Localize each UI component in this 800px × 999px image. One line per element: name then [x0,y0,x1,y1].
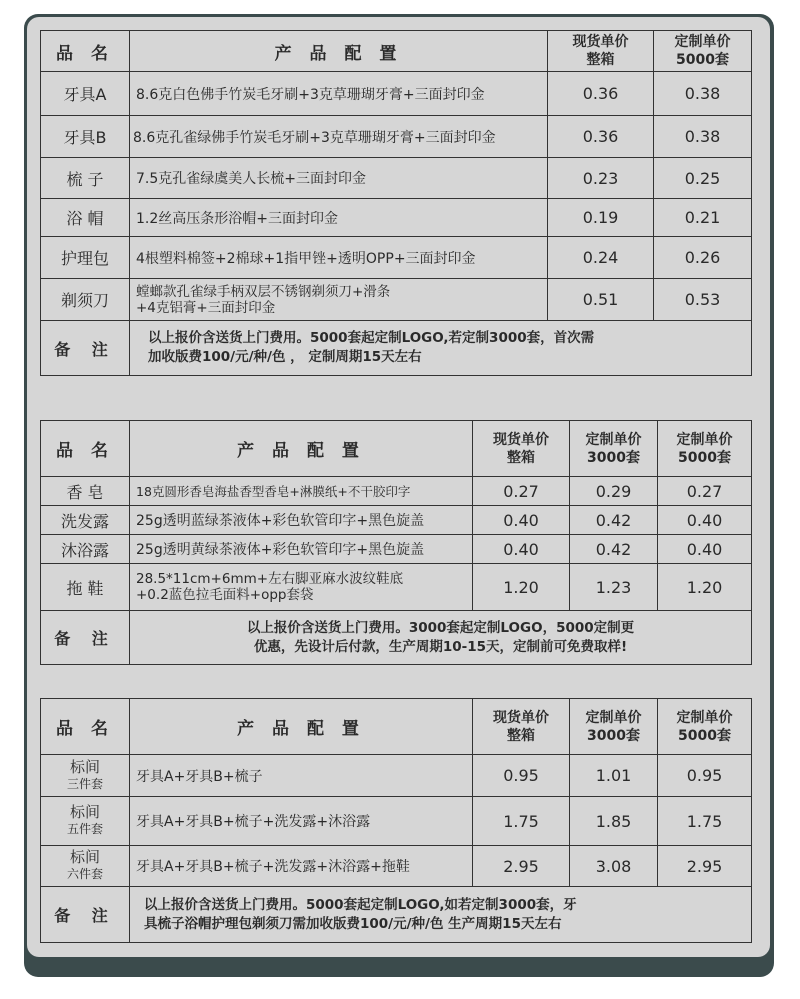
header-custom-5000: 定制单价 5000套 [658,421,752,477]
product-name: 护理包 [41,237,130,279]
product-config: 8.6克白色佛手竹炭毛牙刷+3克草珊瑚牙膏+三面封印金 [130,72,548,116]
remark-label: 备 注 [41,611,130,665]
table-row [41,199,752,237]
spot-price: 1.75 [473,797,570,846]
set-config: 牙具A+牙具B+梳子+洗发露+沐浴露 [130,797,473,846]
table-header-row [41,31,752,72]
custom-price-3000: 1.01 [570,755,658,797]
table-row [41,72,752,116]
custom-price-3000: 0.29 [570,477,658,506]
table-header-row [41,699,752,755]
product-name: 洗发露 [41,506,130,535]
header-name: 品 名 [41,31,130,72]
custom-price-3000: 1.85 [570,797,658,846]
spot-price: 0.24 [548,237,654,279]
table-row [41,564,752,611]
table-row [41,279,752,321]
header-custom-3000: 定制单价 3000套 [570,699,658,755]
table-row [41,506,752,535]
product-config: 25g透明黄绿茶液体+彩色软管印字+黑色旋盖 [130,535,473,564]
table-row [41,237,752,279]
table-header-row [41,421,752,477]
table-row [41,846,752,887]
table-row [41,535,752,564]
spot-price: 0.95 [473,755,570,797]
custom-price-5000: 2.95 [658,846,752,887]
custom-price: 0.21 [654,199,752,237]
product-config: 18克圆形香皂海盐香型香皂+淋膜纸+不干胶印字 [130,477,473,506]
custom-price-3000: 1.23 [570,564,658,611]
table-row [41,797,752,846]
header-spot-price: 现货单价 整箱 [473,421,570,477]
header-config: 产 品 配 置 [130,31,548,72]
spot-price: 0.36 [548,116,654,158]
product-config: 25g透明蓝绿茶液体+彩色软管印字+黑色旋盖 [130,506,473,535]
custom-price: 0.38 [654,72,752,116]
spot-price: 0.23 [548,158,654,199]
table-row [41,477,752,506]
remark-text: 以上报价含送货上门费用。5000套起定制LOGO,如若定制3000套，牙 具梳子浴帽护理包剃须刀需加收版费100/元/种/色 生产周期15天左右 [130,887,752,943]
product-name: 梳 子 [41,158,130,199]
remark-row [41,321,752,376]
custom-price: 0.25 [654,158,752,199]
custom-price-3000: 3.08 [570,846,658,887]
product-config: 4根塑料棉签+2棉球+1指甲锉+透明OPP+三面封印金 [130,237,548,279]
header-custom-3000: 定制单价 3000套 [570,421,658,477]
spot-price: 0.40 [473,535,570,564]
product-name: 拖 鞋 [41,564,130,611]
header-name: 品 名 [41,421,130,477]
remark-label: 备 注 [41,321,130,376]
spot-price: 0.36 [548,72,654,116]
product-config: 螳螂款孔雀绿手柄双层不锈钢剃须刀+滑条 +4克铝膏+三面封印金 [130,279,548,321]
custom-price-3000: 0.42 [570,535,658,564]
custom-price-5000: 0.40 [658,535,752,564]
product-name: 剃须刀 [41,279,130,321]
product-name: 牙具B [41,116,130,158]
header-spot-price: 现货单价 整箱 [473,699,570,755]
spot-price: 1.20 [473,564,570,611]
set-name: 标间 六件套 [41,846,130,887]
remark-label: 备 注 [41,887,130,943]
custom-price-5000: 1.75 [658,797,752,846]
price-table-1 [40,30,752,376]
product-name: 浴 帽 [41,199,130,237]
table-row [41,158,752,199]
product-name: 牙具A [41,72,130,116]
table-row [41,755,752,797]
custom-price: 0.53 [654,279,752,321]
header-name: 品 名 [41,699,130,755]
price-table-3 [40,698,752,943]
custom-price-5000: 0.27 [658,477,752,506]
product-config: 28.5*11cm+6mm+左右脚亚麻水波纹鞋底 +0.2蓝色拉毛面料+opp套袋 [130,564,473,611]
custom-price-5000: 1.20 [658,564,752,611]
remark-row [41,887,752,943]
set-config: 牙具A+牙具B+梳子+洗发露+沐浴露+拖鞋 [130,846,473,887]
set-config: 牙具A+牙具B+梳子 [130,755,473,797]
header-config: 产 品 配 置 [130,421,473,477]
header-config: 产 品 配 置 [130,699,473,755]
spot-price: 0.40 [473,506,570,535]
spot-price: 0.19 [548,199,654,237]
custom-price-5000: 0.40 [658,506,752,535]
product-config: 1.2丝高压条形浴帽+三面封印金 [130,199,548,237]
spot-price: 2.95 [473,846,570,887]
header-spot-price: 现货单价 整箱 [548,31,654,72]
header-custom-5000: 定制单价 5000套 [658,699,752,755]
custom-price: 0.38 [654,116,752,158]
header-custom-price: 定制单价 5000套 [654,31,752,72]
remark-text: 以上报价含送货上门费用。3000套起定制LOGO，5000定制更 优惠，先设计后付款，生产周期10-15天，定制前可免费取样! [130,611,752,665]
set-name: 标间 五件套 [41,797,130,846]
product-config: 8.6克孔雀绿佛手竹炭毛牙刷+3克草珊瑚牙膏+三面封印金 [130,116,548,158]
custom-price-5000: 0.95 [658,755,752,797]
product-name: 香 皂 [41,477,130,506]
custom-price: 0.26 [654,237,752,279]
remark-text: 以上报价含送货上门费用。5000套起定制LOGO,若定制3000套，首次需 加收版费100/元/种/色 ， 定制周期15天左右 [130,321,752,376]
table-row [41,116,752,158]
spot-price: 0.51 [548,279,654,321]
price-table-2 [40,420,752,665]
set-name: 标间 三件套 [41,755,130,797]
product-name: 沐浴露 [41,535,130,564]
product-config: 7.5克孔雀绿虞美人长梳+三面封印金 [130,158,548,199]
spot-price: 0.27 [473,477,570,506]
custom-price-3000: 0.42 [570,506,658,535]
remark-row [41,611,752,665]
